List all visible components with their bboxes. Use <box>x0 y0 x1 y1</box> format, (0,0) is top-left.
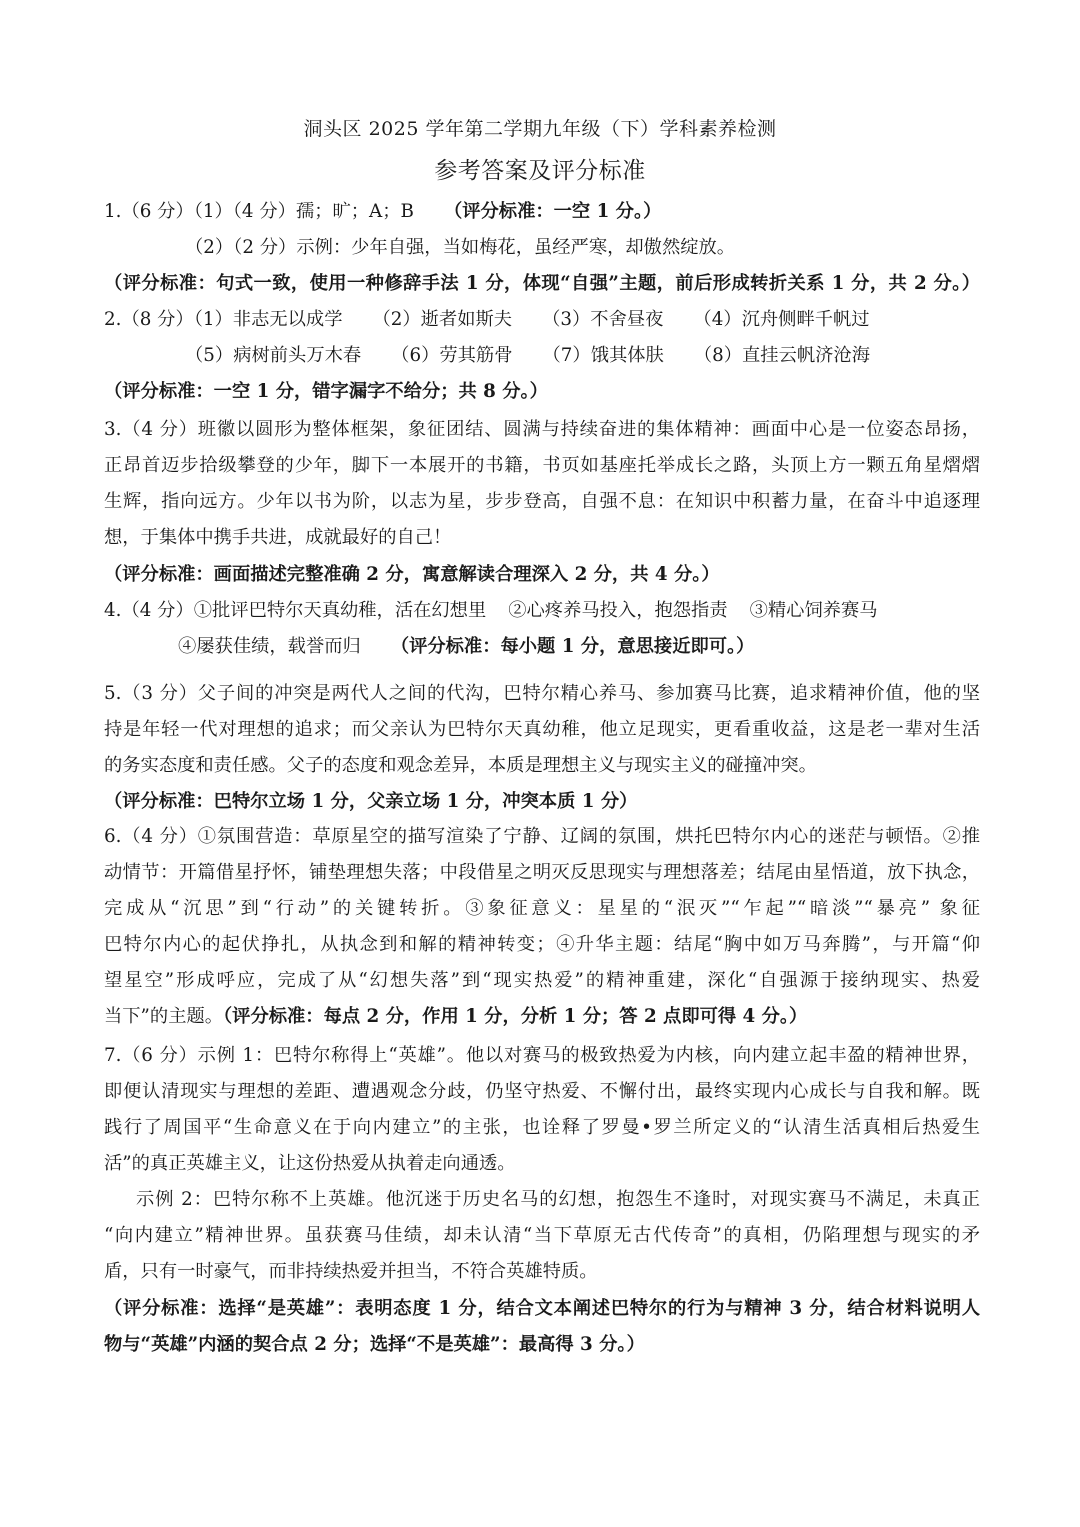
q4-standard: （评分标准：每小题 1 分，意思接近即可。） <box>390 636 755 657</box>
q7-standard: 物与“英雄”内涵的契合点 2 分；选择“不是英雄”：最高得 3 分。） <box>104 1334 645 1355</box>
q4-line-1: 4.（4 分）①批评巴特尔天真幼稚，活在幻想里 ②心疼养马投入，抱怨指责 ③精心饲养赛马 <box>104 600 878 621</box>
q7-standard: （评分标准：选择“是英雄”：表明态度 1 分，结合文本阐述巴特尔的行为与精神 3 分，结合材料说明人 <box>104 1298 980 1319</box>
q3-standard: （评分标准：画面描述完整准确 2 分，寓意解读合理深入 2 分，共 4 分。） <box>104 564 720 585</box>
q2-line-1: 2.（8 分）（1）非志无以成学 （2）逝者如斯夫 （3）不舍昼夜 （4）沉舟侧畔千帆过 <box>104 309 870 330</box>
q7-example2-line: 示例 2：巴特尔称不上英雄。他沉迷于历史名马的幻想，抱怨生不逢时，对现实赛马不满足，未真正 <box>136 1189 980 1210</box>
q7-example2-line: “向内建立”精神世界。虽获赛马佳绩，却未认清“当下草原无古代传奇”的真相，仍陷理想与现实的矛 <box>104 1225 980 1246</box>
q7-example2-line: 盾，只有一时豪气，而非持续热爱并担当，不符合英雄特质。 <box>104 1261 598 1282</box>
q6-line: 巴特尔内心的起伏挣扎，从执念到和解的精神转变；④升华主题：结尾“胸中如万马奔腾”，与开篇“仰 <box>104 934 980 955</box>
q1-line-2: （2）（2 分）示例：少年自强，当如梅花，虽经严寒，却傲然绽放。 <box>185 237 736 258</box>
q6-line: 完成从“沉思”到“行动”的关键转折。③象征意义：星星的“泯灭”“乍起”“暗淡”“暴亮” 象征 <box>104 898 980 919</box>
q3-line: 生辉，指向远方。少年以书为阶，以志为星，步步登高，自强不息：在知识中积蓄力量，在奋斗中追逐理 <box>104 491 980 512</box>
q6-line: 望星空”形成呼应，完成了从“幻想失落”到“现实热爱”的精神重建，深化“自强源于接纳现实、热爱 <box>104 970 980 991</box>
q5-line: 持是年轻一代对理想的追求；而父亲认为巴特尔天真幼稚，他立足现实，更看重收益，这是老一辈对生活 <box>104 719 980 740</box>
q7-line: 践行了周国平“生命意义在于向内建立”的主张，也诠释了罗曼•罗兰所定义的“认清生活真相后热爱生 <box>104 1117 980 1138</box>
q3-line: 3.（4 分）班徽以圆形为整体框架，象征团结、圆满与持续奋进的集体精神：画面中心是一位姿态昂扬， <box>104 419 980 440</box>
q6-line: 动情节：开篇借星抒怀，铺垫理想失落；中段借星之明灭反思现实与理想落差；结尾由星悟道，放下执念， <box>104 862 980 883</box>
q1-standard: （评分标准：句式一致，使用一种修辞手法 1 分，体现“自强”主题，前后形成转折关系 1 分，共 2 分。） <box>104 273 980 294</box>
q1-inline-standard: （评分标准：一空 1 分。） <box>443 201 662 222</box>
q2-standard: （评分标准：一空 1 分，错字漏字不给分；共 8 分。） <box>104 381 548 402</box>
page-title: 洞头区 2025 学年第二学期九年级（下）学科素养检测 <box>303 118 777 140</box>
q6-line-last: 当下”的主题。（评分标准：每点 2 分，作用 1 分，分析 1 分；答 2 点即可得 4 分。） <box>104 1006 808 1027</box>
q5-line: 5.（3 分）父子间的冲突是两代人之间的代沟，巴特尔精心养马、参加赛马比赛，追求精神价值，他的坚 <box>104 683 980 704</box>
q4-line-2: ④屡获佳绩，载誉而归 （评分标准：每小题 1 分，意思接近即可。） <box>178 636 755 657</box>
q7-line: 即便认清现实与理想的差距、遭遇观念分歧，仍坚守热爱、不懈付出，最终实现内心成长与自我和解。既 <box>104 1081 980 1102</box>
page-subtitle: 参考答案及评分标准 <box>434 158 646 184</box>
q3-line: 正昂首迈步拾级攀登的少年，脚下一本展开的书籍，书页如基座托举成长之路，头顶上方一颗五角星熠熠 <box>104 455 980 476</box>
q2-line-2: （5）病树前头万木春 （6）劳其筋骨 （7）饿其体肤 （8）直挂云帆济沧海 <box>185 345 870 366</box>
q5-standard: （评分标准：巴特尔立场 1 分，父亲立场 1 分，冲突本质 1 分） <box>104 791 638 812</box>
q3-line: 想，于集体中携手共进，成就最好的自己！ <box>104 527 452 548</box>
q7-line: 7.（6 分）示例 1：巴特尔称得上“英雄”。他以对赛马的极致热爱为内核，向内建立起丰盈的精神世界， <box>104 1045 980 1066</box>
q6-line: 6.（4 分）①氛围营造：草原星空的描写渲染了宁静、辽阔的氛围，烘托巴特尔内心的迷茫与顿悟。②推 <box>104 826 980 847</box>
q1-line-1: 1.（6 分）（1）（4 分）孺；旷；A；B （评分标准：一空 1 分。） <box>104 201 662 222</box>
q5-line: 的务实态度和责任感。父子的态度和观念差异，本质是理想主义与现实主义的碰撞冲突。 <box>104 755 817 776</box>
q6-standard: （评分标准：每点 2 分，作用 1 分，分析 1 分；答 2 点即可得 4 分。） <box>223 1006 808 1027</box>
q7-line: 活”的真正英雄主义，让这份热爱从执着走向通透。 <box>104 1153 516 1174</box>
